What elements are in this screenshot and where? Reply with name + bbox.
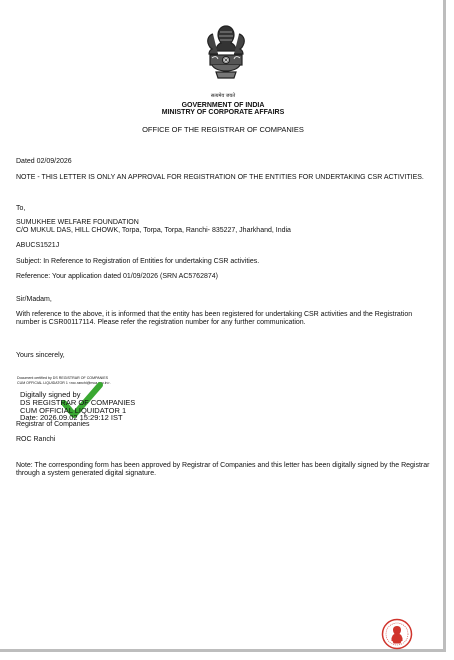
reference-code: ABUCS1521J <box>16 242 60 249</box>
letter-date: Dated 02/09/2026 <box>16 158 72 165</box>
footer-note: Note: The corresponding form has been approved by Registrar of Companies and this letter has been digitally signed by the Registrar through a system generated digital signature. <box>16 462 430 477</box>
registrar-designation: Registrar of Companies <box>16 421 90 428</box>
official-seal-icon <box>381 618 413 650</box>
signer-line-2: CUM OFFICIAL LIQUIDATOR 1 <box>20 405 127 415</box>
govt-heading: GOVERNMENT OF INDIA <box>181 102 265 109</box>
ministry-heading: MINISTRY OF CORPORATE AFFAIRS <box>161 109 285 116</box>
digital-signature-block <box>20 391 135 422</box>
certified-line-2: CUM OFFICIAL LIQUIDATOR 1 <roc.ranchi@mca.gov.in>. <box>17 380 111 385</box>
addressee-address: C/O MUKUL DAS, HILL CHOWK, Torpa, Torpa, Torpa, Ranchi- 835227, Jharkhand, India <box>16 227 291 234</box>
signature-date: Date: 2026.09.02 15:29:12 IST <box>20 413 123 423</box>
to-label: To, <box>16 205 26 212</box>
digitally-signed-label: Digitally signed by <box>20 390 81 399</box>
subject-line: Subject: In Reference to Registration of Entities for undertaking CSR activities. <box>16 258 260 265</box>
roc-office: ROC Ranchi <box>16 436 56 443</box>
letter-body: With reference to the above, it is informed that the entity has been registered for undertaking CSR activities and the Registration number is CSR00117114. Please refer the registration number for any further communication. <box>16 311 413 326</box>
addressee-name: SUMUKHEE WELFARE FOUNDATION <box>16 219 139 226</box>
national-emblem-icon <box>202 22 250 94</box>
reference-line: Reference: Your application dated 01/09/2026 (SRN AC5762874) <box>16 273 218 280</box>
certified-line-1: Document certified by DS REGISTRAR OF COMPANIES <box>17 376 108 380</box>
signer-line-1: DS REGISTRAR OF COMPANIES <box>20 397 136 407</box>
approval-note: NOTE - THIS LETTER IS ONLY AN APPROVAL FOR REGISTRATION OF THE ENTITIES FOR UNDERTAKING CSR ACTIVITIES. <box>16 174 424 181</box>
office-heading: OFFICE OF THE REGISTRAR OF COMPANIES <box>142 125 304 134</box>
salutation: Sir/Madam, <box>16 296 52 303</box>
national-motto: सत्यमेव जयते <box>210 93 236 99</box>
closing: Yours sincerely, <box>16 352 65 359</box>
